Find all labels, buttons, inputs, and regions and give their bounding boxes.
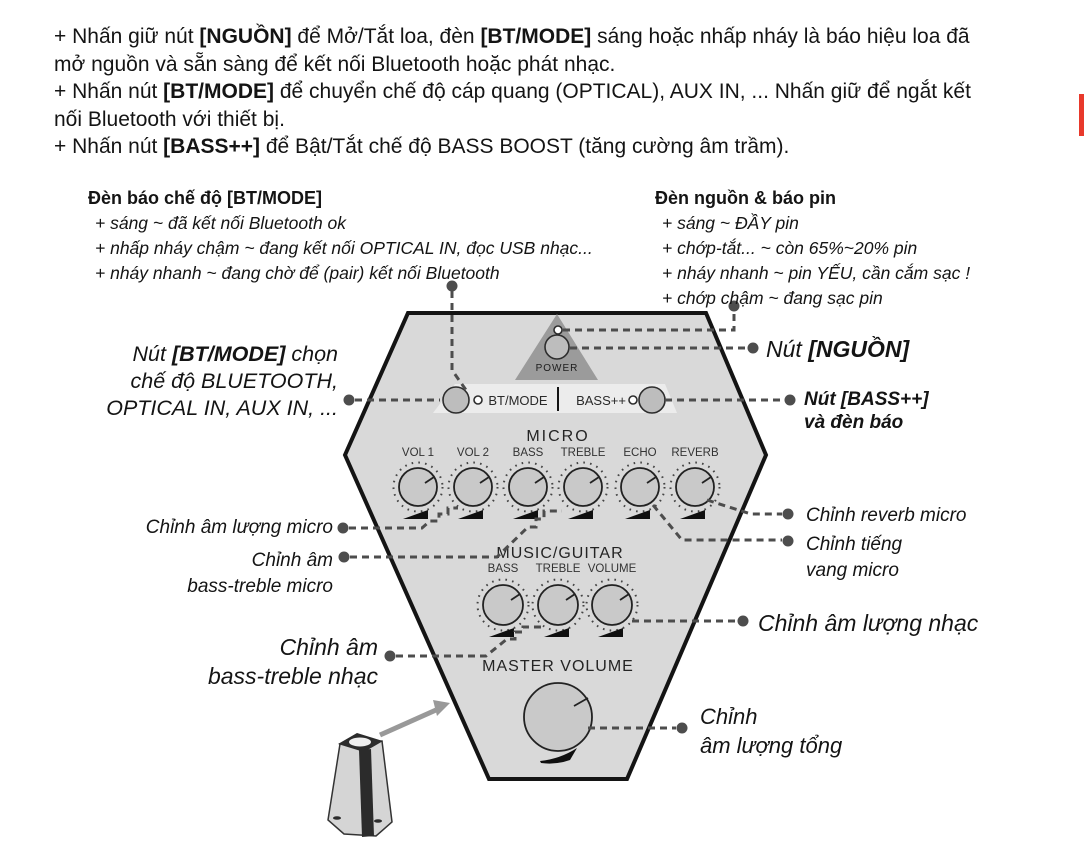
legend-line: + sáng ~ đã kết nối Bluetooth ok [95, 213, 347, 233]
power-button [545, 335, 569, 359]
callout-reverb: Chỉnh reverb micro [806, 505, 967, 526]
bass-boost-led-icon [629, 396, 637, 404]
music-treble-label: TREBLE [535, 563, 581, 575]
legend-line: + nhấp nháy chậm ~ đang kết nối OPTICAL IN, đọc USB nhạc... [95, 238, 593, 258]
power-led-legend [655, 186, 970, 311]
callout-music-tone: Chỉnh âm bass-treble nhạc [207, 634, 378, 689]
bass-boost-label: BASS++ [576, 393, 626, 408]
callout-music-volume: Chỉnh âm lượng nhạc [758, 610, 979, 636]
power-label: POWER [535, 363, 579, 374]
legend-line: + nháy nhanh ~ pin YẾU, cần cắm sạc ! [662, 263, 971, 283]
music-bass-label: BASS [487, 563, 519, 575]
bt-mode-button-name: [BT/MODE] [480, 25, 592, 48]
mic-bass-label: BASS [512, 447, 544, 459]
mic-vol1-label: VOL 1 [401, 447, 435, 459]
direction-arrow-icon [380, 700, 450, 735]
intro-paragraphs: + Nhấn giữ nút [NGUỒN] để Mở/Tắt loa, đèn [BT/MODE] sáng hoặc nhấp nháy là báo hiệu loa đã mở nguồn và sẵn sàng để kết nối Bluetooth hoặc phát nhạc. + Nhấn nút [BT/MODE] để chuyển chế độ cáp quang (OPTICAL), AUX IN, ... Nhấn giữ để ngắt kết nối Bluetooth với thiết bị. + Nhấn nút [BASS++] để Bật/Tắt chế độ BASS BOOST (tăng cường âm trầm). [54, 25, 971, 158]
bass-button-name: [BASS++] [163, 135, 261, 158]
bt-mode-label: BT/MODE [488, 393, 548, 408]
connector-dot [748, 343, 759, 354]
connector-dot [677, 723, 688, 734]
callout-master-volume: Chỉnh âm lượng tổng [700, 704, 843, 758]
callout-bt-mode-button: Nút [BT/MODE] chọn chế độ BLUETOOTH, OPTICAL IN, AUX IN, ... [106, 342, 338, 420]
connector-dot [783, 509, 794, 520]
legend-title: Đèn báo chế độ [BT/MODE] [88, 188, 322, 208]
callout-mic-tone: Chỉnh âm bass-treble micro [187, 550, 333, 597]
red-margin-mark [1079, 94, 1084, 136]
bt-mode-led-icon [474, 396, 482, 404]
connector-dot [339, 552, 350, 563]
connector-dot [785, 395, 796, 406]
callout-bass-button: Nút [BASS++] và đèn báo [804, 389, 929, 433]
master-volume-title: MASTER VOLUME [482, 658, 634, 675]
bt-mode-button-name: [BT/MODE] [163, 80, 274, 103]
bass-boost-button [639, 387, 665, 413]
legend-title: Đèn nguồn & báo pin [655, 188, 836, 208]
mic-vol2-label: VOL 2 [456, 447, 490, 459]
bt-mode-led-legend [88, 186, 593, 286]
connector-dot [738, 616, 749, 627]
music-section-title: MUSIC/GUITAR [496, 545, 624, 562]
connector-dot [338, 523, 349, 534]
callout-echo: Chỉnh tiếng vang micro [806, 534, 903, 581]
power-led-icon [554, 326, 562, 334]
legend-line: + nháy nhanh ~ đang chờ để (pair) kết nối Bluetooth [95, 263, 500, 283]
micro-section-title: MICRO [526, 428, 590, 445]
legend-line: + chớp chậm ~ đang sạc pin [662, 288, 883, 308]
legend-line: + sáng ~ ĐẦY pin [662, 213, 799, 233]
connector-dot [783, 536, 794, 547]
connector-dot [344, 395, 355, 406]
bt-mode-button [443, 387, 469, 413]
mic-reverb-label: REVERB [671, 447, 719, 459]
connector-dot [385, 651, 396, 662]
callout-power-button: Nút [NGUỒN] [766, 336, 910, 362]
callout-mic-volume: Chỉnh âm lượng micro [145, 517, 333, 538]
mic-treble-label: TREBLE [560, 447, 606, 459]
legend-line: + chớp-tắt... ~ còn 65%~20% pin [662, 238, 918, 258]
music-volume-label: VOLUME [587, 563, 637, 575]
speaker-illustration [328, 733, 392, 837]
power-button-name: [NGUỒN] [199, 25, 292, 48]
mic-echo-label: ECHO [623, 447, 657, 459]
intro-text: + Nhấn giữ nút [54, 25, 200, 48]
